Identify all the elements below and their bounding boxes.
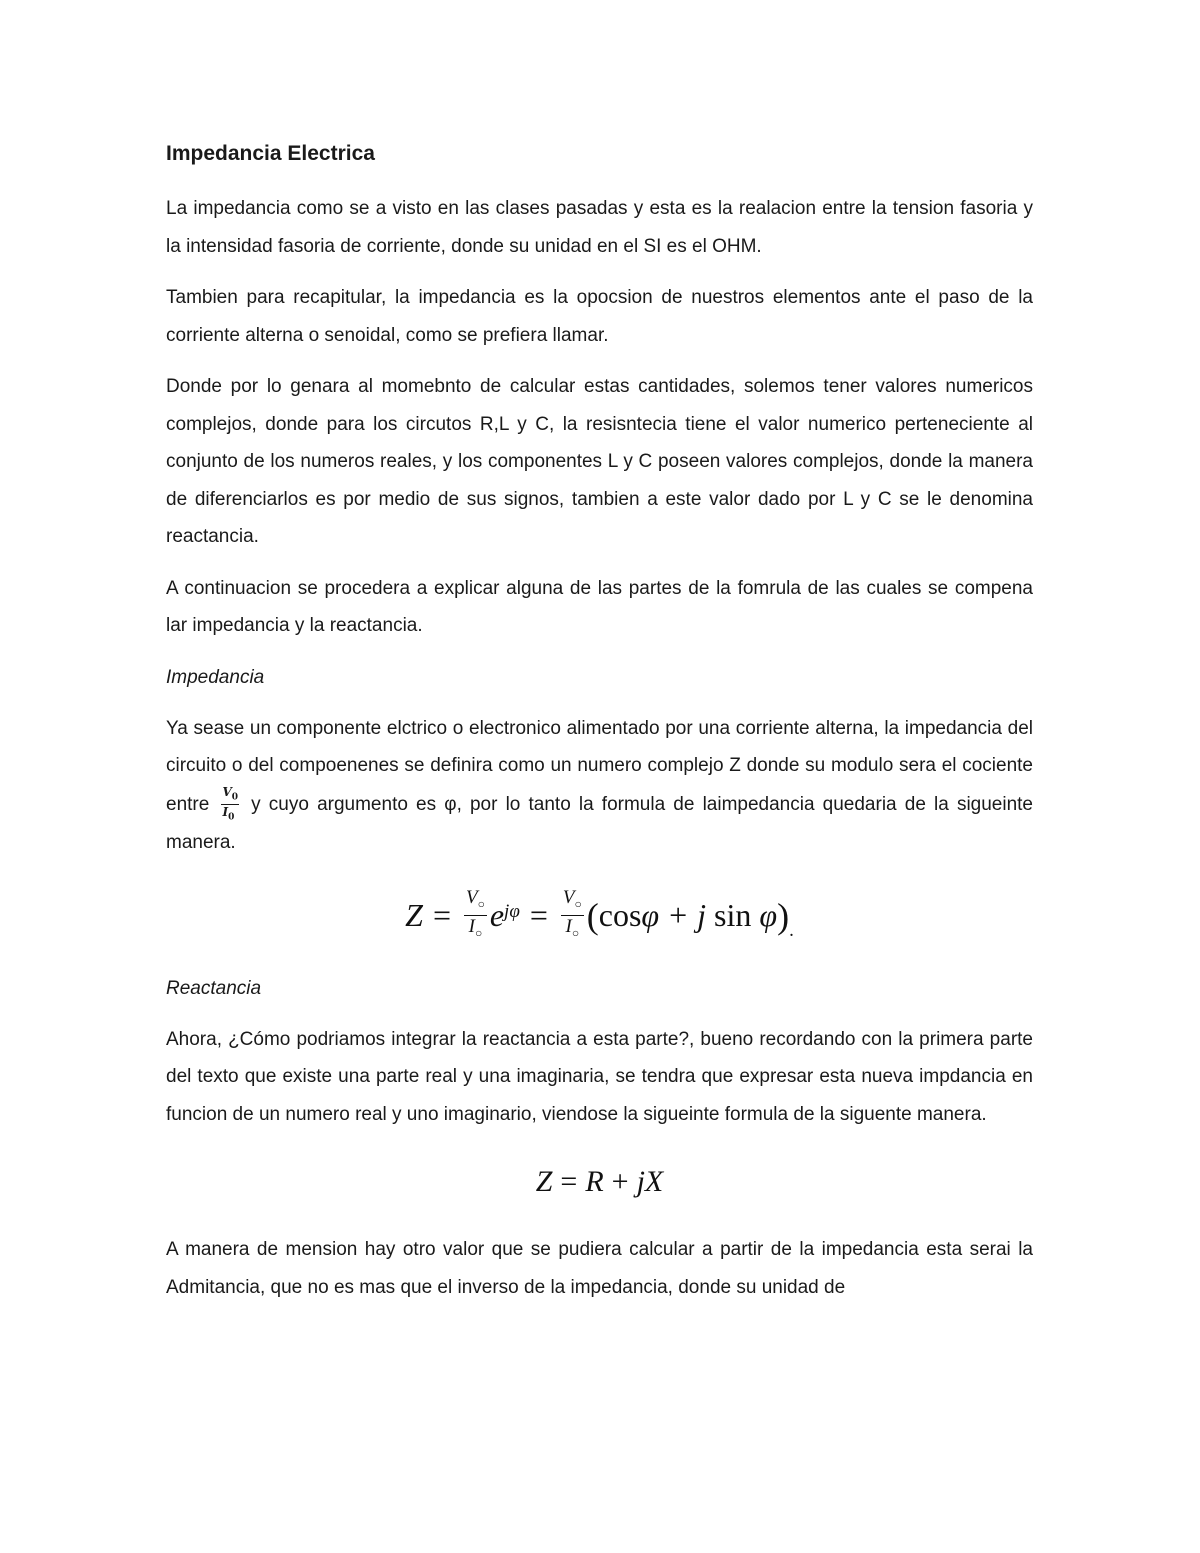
impedance-formula: Z = $\frac{V_○}{I_○}$ e $^{j\varphi}$ = $\frac{V_○}{I_○}$ ( cos φ + j sin φ ) . [166,876,1033,956]
paragraph-2: Tambien para recapitular, la impedancia es la opocsion de nuestros elementos ante el paso de la corriente alterna o senoidal, como se prefiera llamar. [166,287,1033,346]
paragraph-4: A continuacion se procedera a explicar alguna de las partes de la fomrula de las cuales se compena lar impedancia y la reactancia. [166,577,1033,636]
impedancia-text-end: y cuyo argumento es φ, por lo tanto la formula de laimpedancia quedaria de la sigueinte manera. [166,793,1033,854]
page-title: Impedancia Electrica [166,142,375,165]
subheading-impedancia: Impedancia [166,666,265,688]
formula-fraction-2: $\frac{V_○}{I_○}$ [562,887,582,941]
paragraph-admitancia: A manera de mension hay otro valor que se pudiera calcular a partir de la impedancia esta serai la Admitancia, que no es mas que el inverso de la impedancia, donde su unidad de [166,1239,1033,1298]
impedancia-text-start: Ya sease un componente elctrico o electronico alimentado por una corriente alterna, la impedancia del circuito o del compoenenes se definira como un numero complejo Z donde su modulo sera el cociente entre [166,717,1033,815]
inline-fraction-v0-i0: $\frac{V_0}{I_0}$ [222,784,239,823]
paragraph-impedancia [166,710,1033,862]
reactance-formula: Z = R + jX [535,1165,664,1199]
subheading-reactancia: Reactancia [166,977,262,999]
paragraph-1: La impedancia como se a visto en las clases pasadas y esta es la realacion entre la tension fasoria y la intensidad fasoria de corriente, donde su unidad en el SI es el OHM. [166,198,1033,257]
formula-fraction-1: $\frac{V_○}{I_○}$ [465,887,485,941]
document-body [166,140,1033,1320]
paragraph-reactancia: Ahora, ¿Cómo podriamos integrar la reactancia a esta parte?, bueno recordando con la primera parte del texto que existe una parte real y una imaginaria, se tendra que expresar esta nueva impdancia en funcion de un numero real y uno imaginario, viendose la sigueinte formula de la siguente manera. [166,1028,1033,1125]
paragraph-3: Donde por lo genara al momebnto de calcular estas cantidades, solemos tener valores numericos complejos, donde para los circutos R,L y C, la resisntecia tiene el valor numerico perteneciente al conjunto de los numeros reales, y los componentes L y C poseen valores complejos, donde la manera de diferenciarlos es por medio de sus signos, tambien a este valor dado por L y C se le denomina reactancia. [166,376,1033,547]
